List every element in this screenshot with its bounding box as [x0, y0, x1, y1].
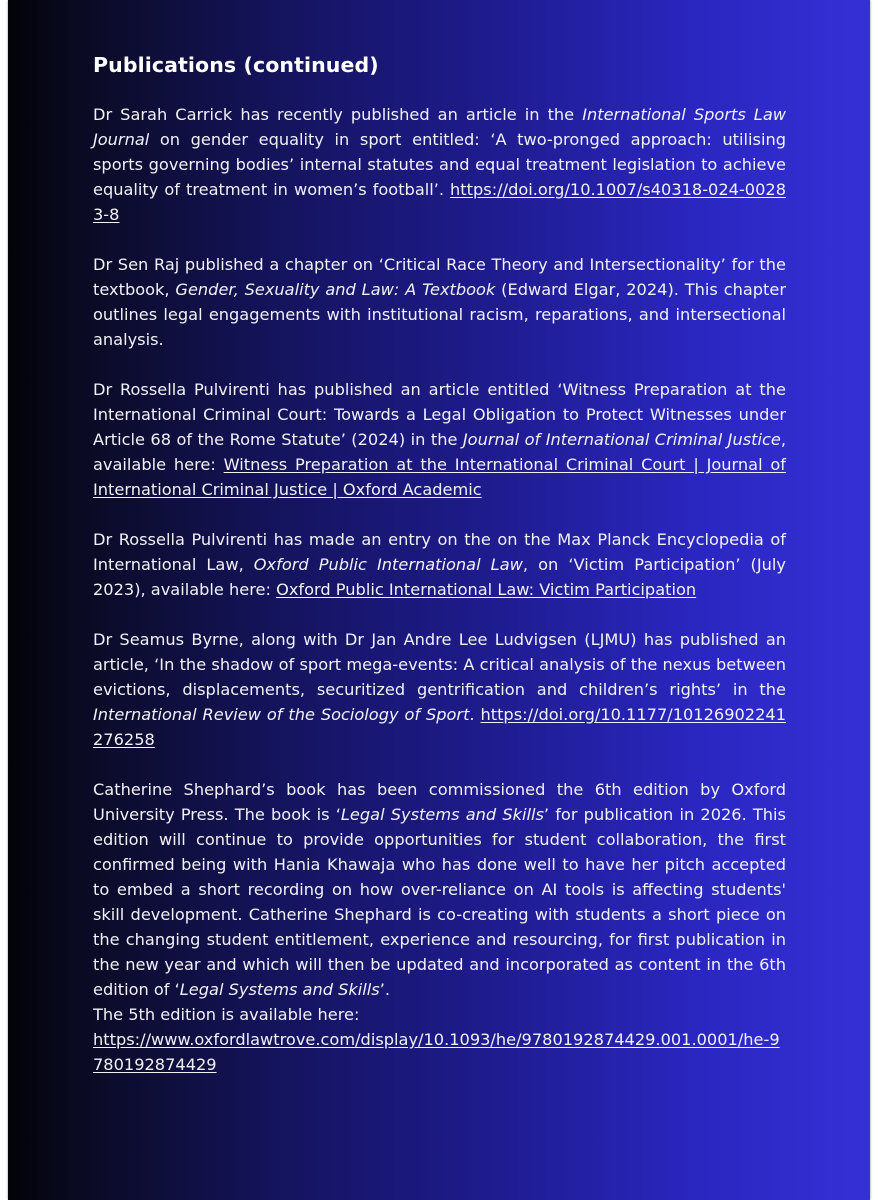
book-title: Legal Systems and Skills: [179, 980, 380, 999]
edition-note: The 5th edition is available here:: [93, 1005, 360, 1024]
text: Catherine Shephard’s book has been commissioned the 6th edition by Oxford University Press. The book is ‘: [93, 780, 786, 824]
article-link[interactable]: Witness Preparation at the International Criminal Court | Journal of International Criminal Justice | Oxford Academic: [93, 455, 786, 499]
text: ’ for publication in 2026. This edition will continue to provide opportunities for student collaboration, the first confirmed being with Hania Khawaja who has done well to have her pitch accepted to embed a short recording on how over-reliance on AI tools is affecting students' skill development. Catherine Shephard is co-creating with students a short piece on the changing student entitlement, experience and resourcing, for first publication in the new year and which will then be updated and incorporated as content in the 6th edition of ‘: [93, 805, 786, 999]
text: Dr Rossella Pulvirenti has made an entry on the on the Max Planck Encyclopedia of International Law,: [93, 530, 786, 574]
doi-link[interactable]: https://doi.org/10.1177/10126902241276258: [93, 705, 786, 749]
book-title: Gender, Sexuality and Law: A Textbook: [175, 280, 496, 299]
lawtrove-link[interactable]: https://www.oxfordlawtrove.com/display/10.1093/he/9780192874429.001.0001/he-9780192874429: [93, 1030, 780, 1074]
text: on gender equality in sport entitled: ‘A two-pronged approach: utilising sports governing bodies’ internal statutes and equal treatment legislation to achieve equality of treatment in women’s football’.: [93, 130, 786, 199]
work-title: Oxford Public International Law: [253, 555, 523, 574]
book-title: Legal Systems and Skills: [340, 805, 544, 824]
newsletter-page: [8, 0, 870, 1200]
publication-shephard: [93, 777, 786, 1077]
text: ’.: [379, 980, 391, 999]
journal-title: Journal of International Criminal Justice: [462, 430, 781, 449]
journal-title: International Review of the Sociology of Sport: [93, 705, 470, 724]
page-content: [93, 50, 786, 1077]
publication-pulvirenti-article: [93, 377, 786, 502]
publication-pulvirenti-entry: [93, 527, 786, 602]
publication-raj: [93, 252, 786, 352]
page-title: Publications (continued): [93, 53, 379, 77]
doi-link[interactable]: https://doi.org/10.1007/s40318-024-00283-8: [93, 180, 786, 224]
text: Dr Sarah Carrick has recently published an article in the: [93, 105, 583, 124]
publication-carrick: [93, 102, 786, 227]
text: (Edward Elgar, 2024). This chapter outlines legal engagements with institutional racism, reparations, and intersectional analysis.: [93, 280, 787, 349]
text: , on ‘Victim Participation’ (July 2023), available here:: [93, 555, 786, 599]
entry-link[interactable]: Oxford Public International Law: Victim Participation: [276, 580, 697, 599]
text: Dr Sen Raj published a chapter on ‘Critical Race Theory and Intersectionality’ for the textbook,: [93, 255, 786, 299]
publication-byrne: [93, 627, 786, 752]
journal-title: International Sports Law Journal: [93, 105, 786, 149]
text: Dr Seamus Byrne, along with Dr Jan Andre Lee Ludvigsen (LJMU) has published an article, ‘In the shadow of sport mega-events: A critical analysis of the nexus between evictions, displacements, securitized gentrification and children’s rights’ in the: [93, 630, 786, 699]
text: .: [469, 705, 481, 724]
text: , available here:: [93, 430, 787, 474]
text: Dr Rossella Pulvirenti has published an article entitled ‘Witness Preparation at the International Criminal Court: Towards a Legal Obligation to Protect Witnesses under Article 68 of the Rome Statute’ (2024) in the: [93, 380, 786, 449]
